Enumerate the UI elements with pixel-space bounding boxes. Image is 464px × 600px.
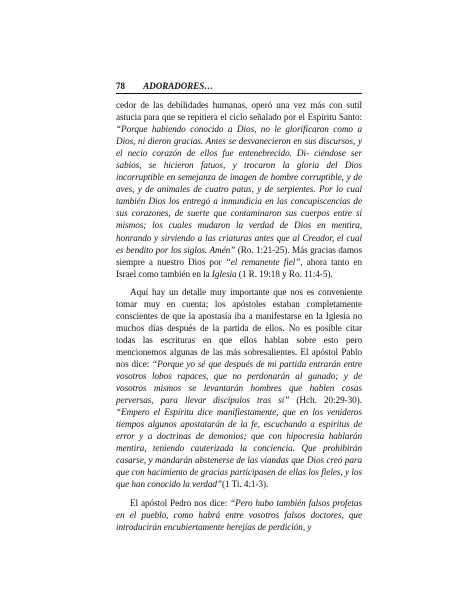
text-segment: (Ro. 1:21-25). Más gracias damos siempre a nuestro Dios por [116, 244, 362, 267]
text-segment: cedor de las debilidades humanas, operó una vez más con sutil astucia para que se repitiera el ciclo señalado por el Espíritu Santo: [116, 100, 362, 123]
italic-text-segment: “el remanente fiel” [225, 256, 301, 267]
paragraph [116, 497, 362, 533]
running-header [116, 80, 362, 92]
text-segment: (1 Ti. 4:1-3). [222, 479, 269, 490]
italic-text-segment: “Empero el Espíritu dice manifiestamente, que en los venideros tiempos algunos apostatarán de la fe, escuchando a espíritus de error y a doctrinas de demonios; que con hipocresía hablarán mentira, teniendo cauterizada la conciencia. Que prohibirán casarse, y mandarán abstenerse de las viandas que Dios creó para que con hacimiento de gracias participasen de ellas los fieles, y los que han conocido la verdad” [116, 407, 362, 490]
italic-text-segment: Iglesia [211, 268, 237, 279]
text-segment: Aquí hay un detalle muy importante que nos es conveniente tomar muy en cuenta; los apóstoles estaban completamente conscientes de que la apostasía iba a manifestarse en la Iglesia no muchos días después de la partida de ellos. No es posible citar todas las escrituras en que ellos hablan sobre esto pero mencionemos algunas de las más sobresalientes. El apóstol Pablo nos dice: [116, 286, 362, 369]
paragraph [116, 286, 362, 491]
italic-text-segment: “Porque yo sé que después de mi partida entrarán entre vosotros lobos rapaces, que no perdonarán al ganado; y de vosotros mismos se levantarán hombres que hablen cosas perversas, para llevar discípulos tras sí” [116, 358, 362, 406]
body-text [116, 99, 362, 533]
running-title: ADORADORES… [143, 81, 214, 91]
text-segment: (1 R. 19:18 y Ro. 11:4-5). [236, 268, 333, 279]
text-segment: (Hch. 20:29-30). [289, 395, 362, 406]
text-segment: , ahora tanto en Israel como también en la [116, 256, 362, 279]
paragraph [116, 99, 362, 280]
italic-text-segment: “Porque habiendo conocido a Dios, no le glorificaron como a Dios, ni dieron gracias. Antes se desvanecieron en sus discursos, y el necio corazón de ellos fue entenebrecido. Di- ciéndose ser sabios, se hicieron fatuos, y trocaron la gloria del Dios incorruptible en semejanza de imagen de hombre corruptible, y de aves, y de animales de cuatro patas, y de serpientes. Por lo cual también Dios los entregó a inmundicia en las concupiscencias de sus corazones, de suerte que contaminaron sus cuerpos entre sí mismos; los cuales mudaron la verdad de Dios en mentira, honrando y sirviendo a las criaturas antes que al Creador, el cual es bendito por los siglos. Amén” [116, 124, 362, 255]
header-rule [116, 93, 362, 94]
italic-text-segment: “Pero hubo también falsos profetas en el pueblo, como habrá entre vosotros falsos doctores, que introducirán encubiertamente herejías de perdición, y [116, 497, 362, 532]
page-number: 78 [116, 81, 125, 91]
text-segment: El apóstol Pedro nos dice: [130, 497, 231, 508]
